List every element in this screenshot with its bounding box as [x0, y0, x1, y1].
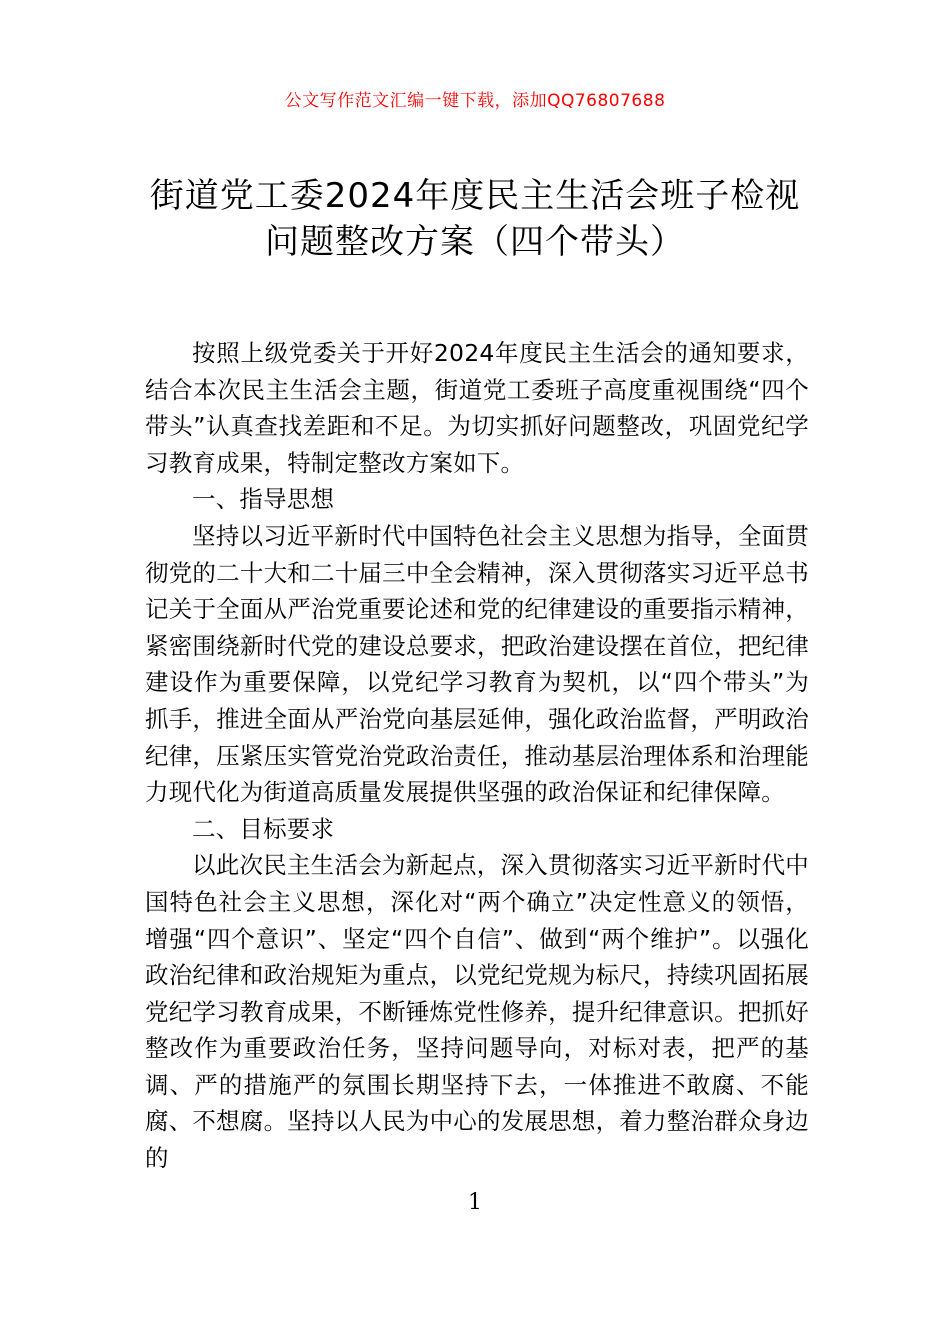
document-body [145, 335, 809, 1177]
section-heading-guiding-ideology: 一、指导思想 [192, 485, 335, 514]
header-note: 公文写作范文汇编一键下载，添加QQ76807688 [284, 91, 666, 111]
document-title-line-1: 街道党工委2024年度民主生活会班子检视 [149, 176, 801, 216]
page-number: 1 [468, 1190, 482, 1215]
guiding-ideology-paragraph: 坚持以习近平新时代中国特色社会主义思想为指导，全面贯彻党的二十大和二十届三中全会精神，深入贯彻落实习近平总书记关于全面从严治党重要论述和党的纪律建设的重要指示精神，紧密围绕新时代党的建设总要求，把政治建设摆在首位，把纪律建设作为重要保障，以党纪学习教育为契机，以“四个带头”为抓手，推进全面从严治党向基层延伸，强化政治监督，严明政治纪律，压紧压实管党治党政治责任，推动基层治理体系和治理能力现代化为街道高质量发展提供坚强的政治保证和纪律保障。 [145, 521, 809, 807]
goals-paragraph: 以此次民主生活会为新起点，深入贯彻落实习近平新时代中国特色社会主义思想，深化对“两个确立”决定性意义的领悟，增强“四个意识”、坚定“四个自信”、做到“两个维护”。以强化政治纪律和政治规矩为重点，以党纪党规为标尺，持续巩固拓展党纪学习教育成果，不断锤炼党性修养，提升纪律意识。把抓好整改作为重要政治任务，坚持问题导向，对标对表，把严的基调、严的措施严的氛围长期坚持下去，一体推进不敢腐、不能腐、不想腐。坚持以人民为中心的发展思想，着力整治群众身边的 [145, 851, 809, 1173]
intro-paragraph: 按照上级党委关于开好2024年度民主生活会的通知要求，结合本次民主生活会主题，街道党工委班子高度重视围绕“四个带头”认真查找差距和不足。为切实抓好问题整改，巩固党纪学习教育成果，特制定整改方案如下。 [145, 339, 809, 477]
document-title-line-2: 问题整改方案（四个带头） [265, 222, 685, 262]
section-heading-goals: 二、目标要求 [192, 814, 335, 843]
